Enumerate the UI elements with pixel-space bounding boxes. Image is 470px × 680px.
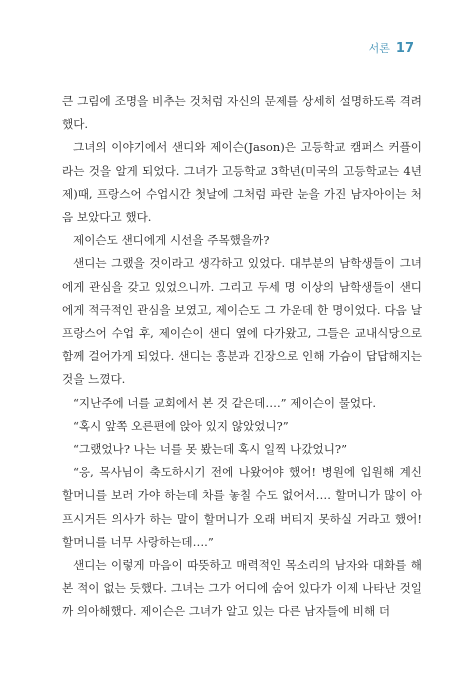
section-title: 서론 [368, 42, 390, 55]
page-number: 17 [395, 41, 414, 56]
running-header [369, 40, 414, 56]
paragraph: 큰 그림에 조명을 비추는 것처럼 자신의 문제를 상세히 설명하도록 격려했다. [62, 94, 422, 132]
paragraph: 샌디는 이렇게 마음이 따뜻하고 매력적인 목소리의 남자와 대화를 해 본 적이 없는 듯했다. 그녀는 그가 어디에 숨어 있다가 이제 나타난 것일까 의아해했다. 제이슨은 그녀가 알고 있는 다른 남자들에 비해 더 [62, 558, 422, 619]
paragraph: 그녀의 이야기에서 샌디와 제이슨(Jason)은 고등학교 캠퍼스 커플이라는 것을 알게 되었다. 그녀가 고등학교 3학년(미국의 고등학교는 4년제)때, 프랑스어 수업시간 첫날에 그처럼 파란 눈을 가진 남자아이는 처음 보았다고 했다. [62, 140, 422, 225]
paragraph: 제이슨도 샌디에게 시선을 주목했을까? [73, 233, 270, 248]
dialogue-line: “그랬었나? 나는 너를 못 봤는데 혹시 일찍 나갔었니?” [73, 442, 348, 457]
body-text [62, 90, 422, 624]
dialogue-line: “혹시 앞쪽 오른편에 앉아 있지 않았었니?” [73, 418, 289, 433]
dialogue-line: “응, 목사님이 축도하시기 전에 나왔어야 했어! 병원에 입원해 계신 할머니를 보러 가야 하는데 차를 놓칠 수도 없어서…. 할머니가 많이 아프시거든 의사가 하는 말이 할머니가 오래 버티지 못하실 거라고 했어! 할머니를 너무 사랑하는데….” [62, 465, 422, 549]
paragraph: 샌디는 그랬을 것이라고 생각하고 있었다. 대부분의 남학생들이 그녀에게 관심을 갖고 있었으니까. 그리고 두세 명 이상의 남학생들이 샌디에게 적극적인 관심을 보였고, 제이슨도 그 가운데 한 명이었다. 다음 날 프랑스어 수업 후, 제이슨이 샌디 옆에 다가왔고, 그들은 교내식당으로 함께 걸어가게 되었다. 샌디는 흥분과 긴장으로 인해 가슴이 답답해지는 것을 느꼈다. [62, 256, 422, 387]
dialogue-line: “지난주에 너를 교회에서 본 것 같은데….” 제이슨이 물었다. [73, 395, 377, 410]
